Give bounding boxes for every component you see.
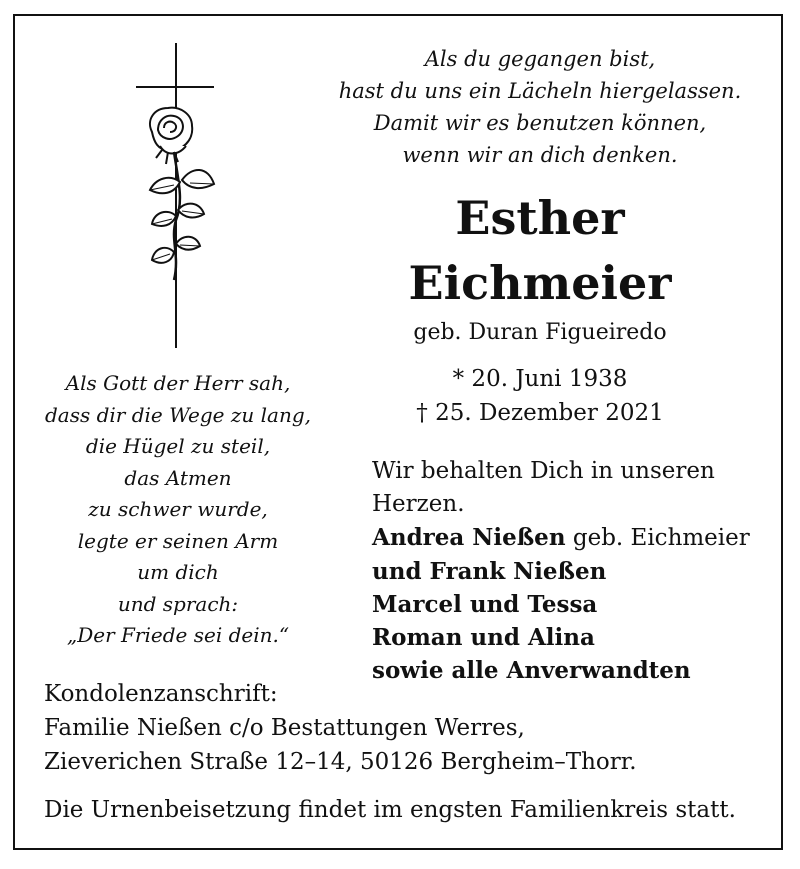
mourner-line: Marcel und Tessa: [372, 591, 598, 618]
mourners-intro: Wir behalten Dich in unseren: [372, 458, 715, 484]
life-dates: [330, 362, 750, 430]
mourner-line: und Frank Nießen: [372, 558, 607, 585]
condolence-address: [44, 677, 764, 779]
verse-top-line: Damit wir es benutzen können,: [373, 111, 707, 135]
verse-left-line: zu schwer wurde,: [88, 497, 268, 521]
verse-top-line: wenn wir an dich denken.: [402, 143, 678, 167]
mourner-line: [372, 521, 772, 555]
address-label: Kondolenzanschrift:: [44, 681, 278, 707]
burial-note: Die Urnenbeisetzung findet im engsten Familienkreis statt.: [44, 797, 736, 823]
mourner-birth-name: geb. Eichmeier: [565, 525, 750, 551]
death-date: † 25. Dezember 2021: [416, 400, 664, 426]
verse-left-line: und sprach:: [117, 591, 239, 616]
verse-left-line: Als Gott der Herr sah,: [65, 371, 291, 395]
verse-top: [330, 43, 750, 171]
deceased-last-name: Eichmeier: [408, 256, 672, 310]
verse-top-line: hast du uns ein Lächeln hiergelassen.: [338, 79, 742, 103]
verse-left: [28, 368, 328, 652]
mourners-block: [372, 455, 772, 687]
verse-top-line: Als du gegangen bist,: [424, 47, 656, 71]
verse-left-line: um dich: [137, 560, 219, 584]
birth-name: geb. Duran Figueiredo: [413, 320, 667, 345]
verse-left-line: legte er seinen Arm: [77, 528, 279, 553]
mourner-name: Andrea Nießen: [372, 524, 566, 551]
verse-left-line: dass dir die Wege zu lang,: [44, 402, 311, 427]
cross-with-rose-icon: [130, 40, 230, 352]
verse-left-line: die Hügel zu steil,: [85, 434, 271, 458]
birth-date: * 20. Juni 1938: [452, 366, 628, 392]
deceased-first-name: Esther: [455, 191, 625, 245]
mourner-line: sowie alle Anverwandten: [372, 657, 691, 684]
address-line: Familie Nießen c/o Bestattungen Werres,: [44, 715, 525, 741]
verse-left-line: das Atmen: [124, 465, 232, 490]
mourners-intro: Herzen.: [372, 491, 465, 517]
mourner-line: Roman und Alina: [372, 624, 595, 651]
verse-left-line: „Der Friede sei dein.“: [66, 623, 290, 647]
address-line: Zieverichen Straße 12–14, 50126 Bergheim–Thorr.: [44, 749, 637, 775]
